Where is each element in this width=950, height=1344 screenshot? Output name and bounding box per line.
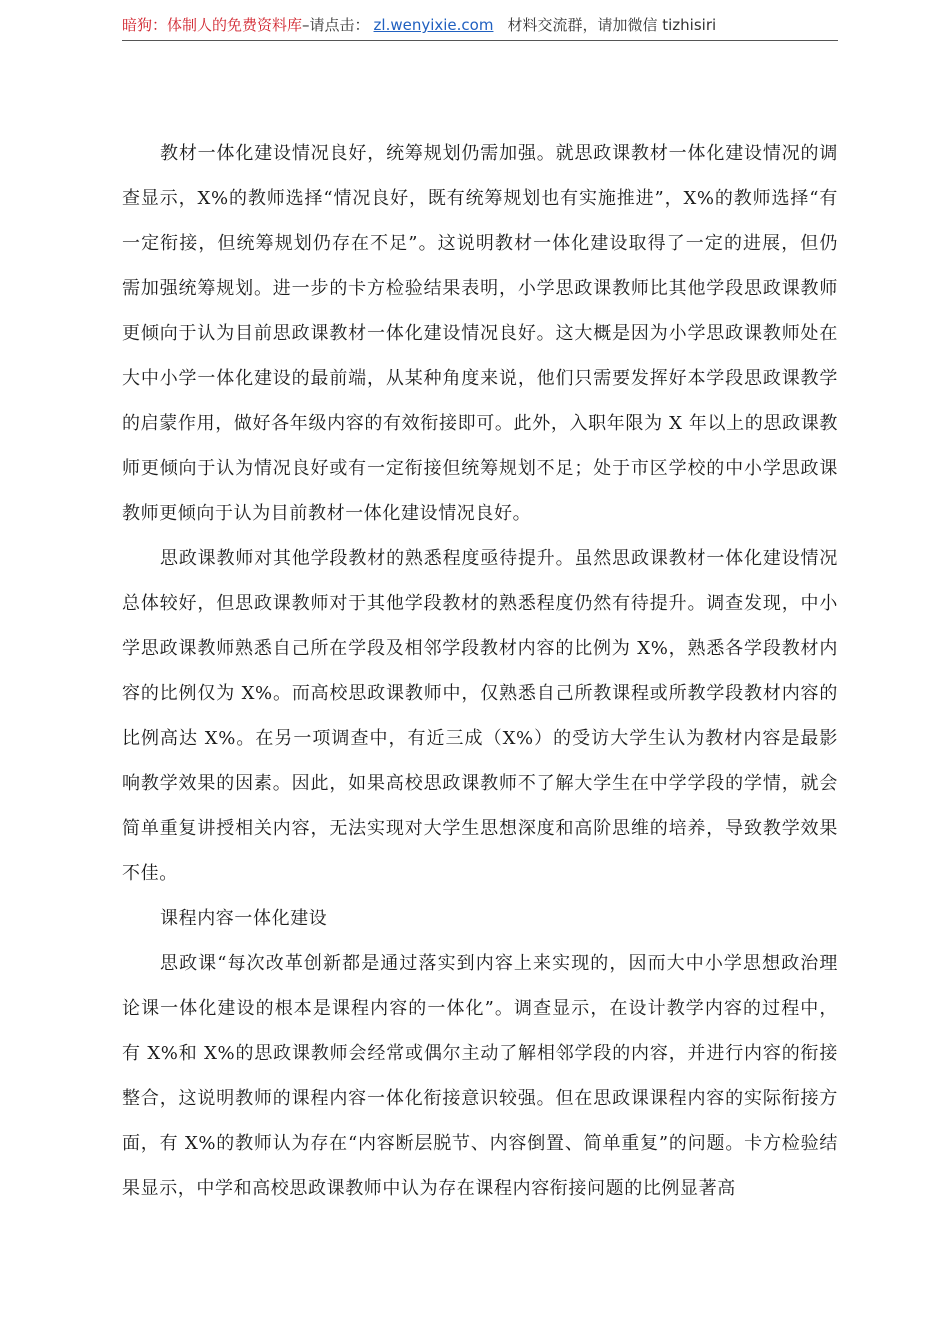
document-body [122, 131, 838, 1211]
header-separator: –请点击： [302, 16, 370, 34]
paragraph-course-content: 思政课“每次改革创新都是通过落实到内容上来实现的，因而大中小学思想政治理论课一体化建设的根本是课程内容的一体化”。调查显示，在设计教学内容的过程中，有 X%和 X%的思政课教师会经常或偶尔主动了解相邻学段的内容，并进行内容的衔接整合，这说明教师的课程内容一体化衔接意识较强。但在思政课课程内容的实际衔接方面，有 X%的教师认为存在“内容断层脱节、内容倒置、简单重复”的问题。卡方检验结果显示，中学和高校思政课教师中认为存在课程内容衔接问题的比例显著高 [122, 953, 838, 1199]
section-heading-course-content: 课程内容一体化建设 [160, 908, 328, 929]
page-header [122, 14, 838, 41]
paragraph-teacher-familiarity: 思政课教师对其他学段教材的熟悉程度亟待提升。虽然思政课教材一体化建设情况总体较好，但思政课教师对于其他学段教材的熟悉程度仍然有待提升。调查发现，中小学思政课教师熟悉自己所在学段及相邻学段教材内容的比例为 X%，熟悉各学段教材内容的比例仅为 X%。而高校思政课教师中，仅熟悉自己所教课程或所教学段教材内容的比例高达 X%。在另一项调查中，有近三成（X%）的受访大学生认为教材内容是最影响教学效果的因素。因此，如果高校思政课教师不了解大学生在中学学段的学情，就会简单重复讲授相关内容，无法实现对大学生思想深度和高阶思维的培养，导致教学效果不佳。 [122, 548, 838, 884]
header-note: 材料交流群，请加微信 tizhisiri [507, 16, 717, 34]
paragraph-textbook-integration: 教材一体化建设情况良好，统筹规划仍需加强。就思政课教材一体化建设情况的调查显示，X%的教师选择“情况良好，既有统筹规划也有实施推进”，X%的教师选择“有一定衔接，但统筹规划仍存在不足”。这说明教材一体化建设取得了一定的进展，但仍需加强统筹规划。进一步的卡方检验结果表明，小学思政课教师比其他学段思政课教师更倾向于认为目前思政课教材一体化建设情况良好。这大概是因为小学思政课教师处在大中小学一体化建设的最前端，从某种角度来说，他们只需要发挥好本学段思政课教学的启蒙作用，做好各年级内容的有效衔接即可。此外，入职年限为 X 年以上的思政课教师更倾向于认为情况良好或有一定衔接但统筹规划不足；处于市区学校的中小学思政课教师更倾向于认为目前教材一体化建设情况良好。 [122, 143, 838, 524]
header-link[interactable]: zl.wenyixie.com [373, 16, 494, 34]
header-site-name: 暗狗：体制人的免费资料库 [122, 16, 303, 34]
